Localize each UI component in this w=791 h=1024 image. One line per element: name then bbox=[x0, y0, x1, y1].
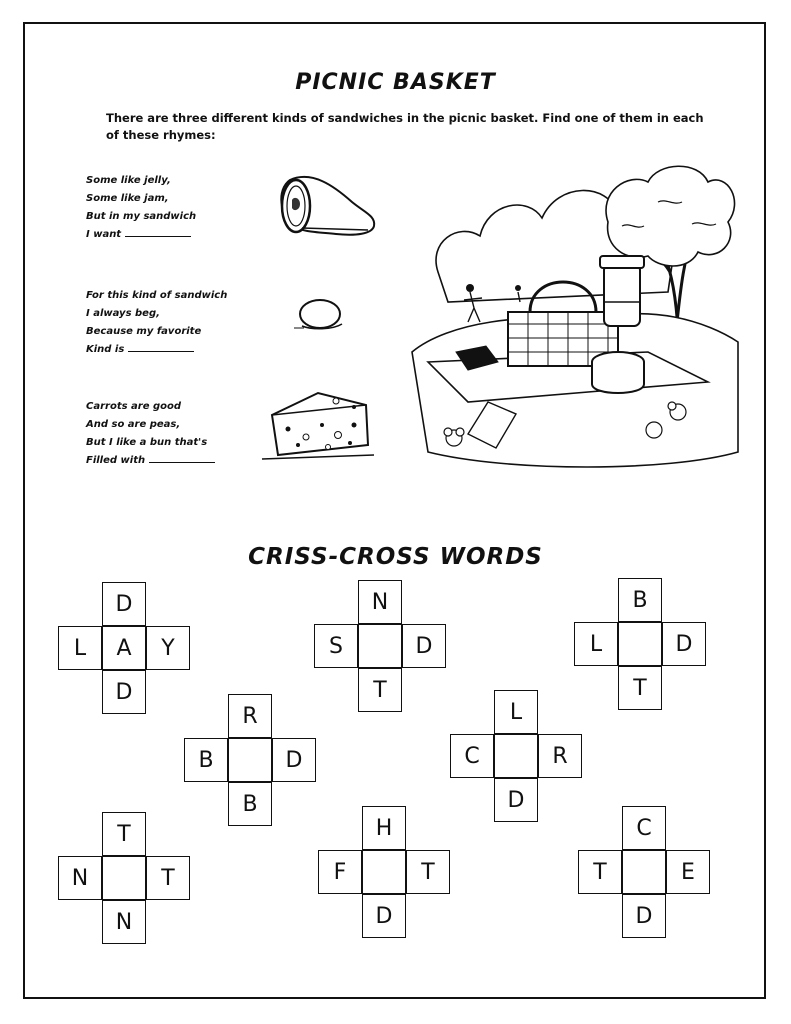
puzzle-2-cell-top: N bbox=[358, 580, 402, 624]
puzzle-4-cell-left: B bbox=[184, 738, 228, 782]
rhyme-line: Kind is bbox=[86, 344, 125, 355]
ham-illustration bbox=[272, 168, 382, 248]
puzzle-3-cell-top: B bbox=[618, 578, 662, 622]
picnic-scene-illustration bbox=[408, 152, 744, 472]
rhyme-2 bbox=[86, 287, 266, 359]
puzzle-4-cell-right: D bbox=[272, 738, 316, 782]
puzzle-2-cell-right: D bbox=[402, 624, 446, 668]
puzzle-8-cell-bottom: D bbox=[622, 894, 666, 938]
rhyme-line: Filled with bbox=[86, 455, 146, 466]
puzzle-8-cell-left: T bbox=[578, 850, 622, 894]
rhyme-line: For this kind of sandwich bbox=[86, 290, 228, 301]
page-title: PICNIC BASKET bbox=[295, 70, 496, 95]
answer-blank[interactable] bbox=[128, 343, 194, 352]
puzzle-6-cell-bottom: N bbox=[102, 900, 146, 944]
rhyme-1 bbox=[86, 172, 266, 244]
puzzle-6-cell-top: T bbox=[102, 812, 146, 856]
rhyme-3 bbox=[86, 398, 266, 470]
rhyme-line: But in my sandwich bbox=[86, 211, 197, 222]
puzzle-2-cell-center[interactable] bbox=[358, 624, 402, 668]
puzzle-3-cell-left: L bbox=[574, 622, 618, 666]
puzzle-4-cell-top: R bbox=[228, 694, 272, 738]
puzzle-5-cell-bottom: D bbox=[494, 778, 538, 822]
rhyme-line: I want bbox=[86, 229, 122, 240]
puzzle-3-cell-center[interactable] bbox=[618, 622, 662, 666]
puzzle-8-cell-right: E bbox=[666, 850, 710, 894]
rhyme-line: And so are peas, bbox=[86, 419, 181, 430]
puzzle-4-cell-center[interactable] bbox=[228, 738, 272, 782]
rhyme-line: Carrots are good bbox=[86, 401, 182, 412]
puzzle-1-cell-bottom: D bbox=[102, 670, 146, 714]
section-title: CRISS-CROSS WORDS bbox=[248, 544, 543, 570]
egg-illustration bbox=[292, 294, 352, 336]
puzzle-1-cell-center: A bbox=[102, 626, 146, 670]
rhyme-line: Some like jelly, bbox=[86, 175, 171, 186]
puzzle-7-cell-left: F bbox=[318, 850, 362, 894]
rhyme-line: But I like a bun that's bbox=[86, 437, 208, 448]
answer-blank[interactable] bbox=[149, 454, 215, 463]
puzzle-8-cell-top: C bbox=[622, 806, 666, 850]
puzzle-1-cell-left: L bbox=[58, 626, 102, 670]
puzzle-8-cell-center[interactable] bbox=[622, 850, 666, 894]
puzzle-3-cell-bottom: T bbox=[618, 666, 662, 710]
puzzle-6-cell-center[interactable] bbox=[102, 856, 146, 900]
puzzle-5-cell-right: R bbox=[538, 734, 582, 778]
puzzle-7-cell-center[interactable] bbox=[362, 850, 406, 894]
rhyme-line: Because my favorite bbox=[86, 326, 202, 337]
puzzle-5-cell-top: L bbox=[494, 690, 538, 734]
puzzle-7-cell-top: H bbox=[362, 806, 406, 850]
intro-text: There are three different kinds of sandwiches in the picnic basket. Find one of them in each of these rhymes: bbox=[106, 111, 704, 142]
puzzle-5-cell-center[interactable] bbox=[494, 734, 538, 778]
rhyme-line: I always beg, bbox=[86, 308, 160, 319]
puzzle-2-cell-left: S bbox=[314, 624, 358, 668]
puzzle-1-cell-right: Y bbox=[146, 626, 190, 670]
puzzle-1-cell-top: D bbox=[102, 582, 146, 626]
puzzle-6-cell-right: T bbox=[146, 856, 190, 900]
puzzle-6-cell-left: N bbox=[58, 856, 102, 900]
cheese-illustration bbox=[258, 385, 378, 465]
puzzle-3-cell-right: D bbox=[662, 622, 706, 666]
puzzle-7-cell-bottom: D bbox=[362, 894, 406, 938]
puzzle-4-cell-bottom: B bbox=[228, 782, 272, 826]
answer-blank[interactable] bbox=[125, 228, 191, 237]
puzzle-2-cell-bottom: T bbox=[358, 668, 402, 712]
rhyme-line: Some like jam, bbox=[86, 193, 169, 204]
puzzle-5-cell-left: C bbox=[450, 734, 494, 778]
puzzle-7-cell-right: T bbox=[406, 850, 450, 894]
